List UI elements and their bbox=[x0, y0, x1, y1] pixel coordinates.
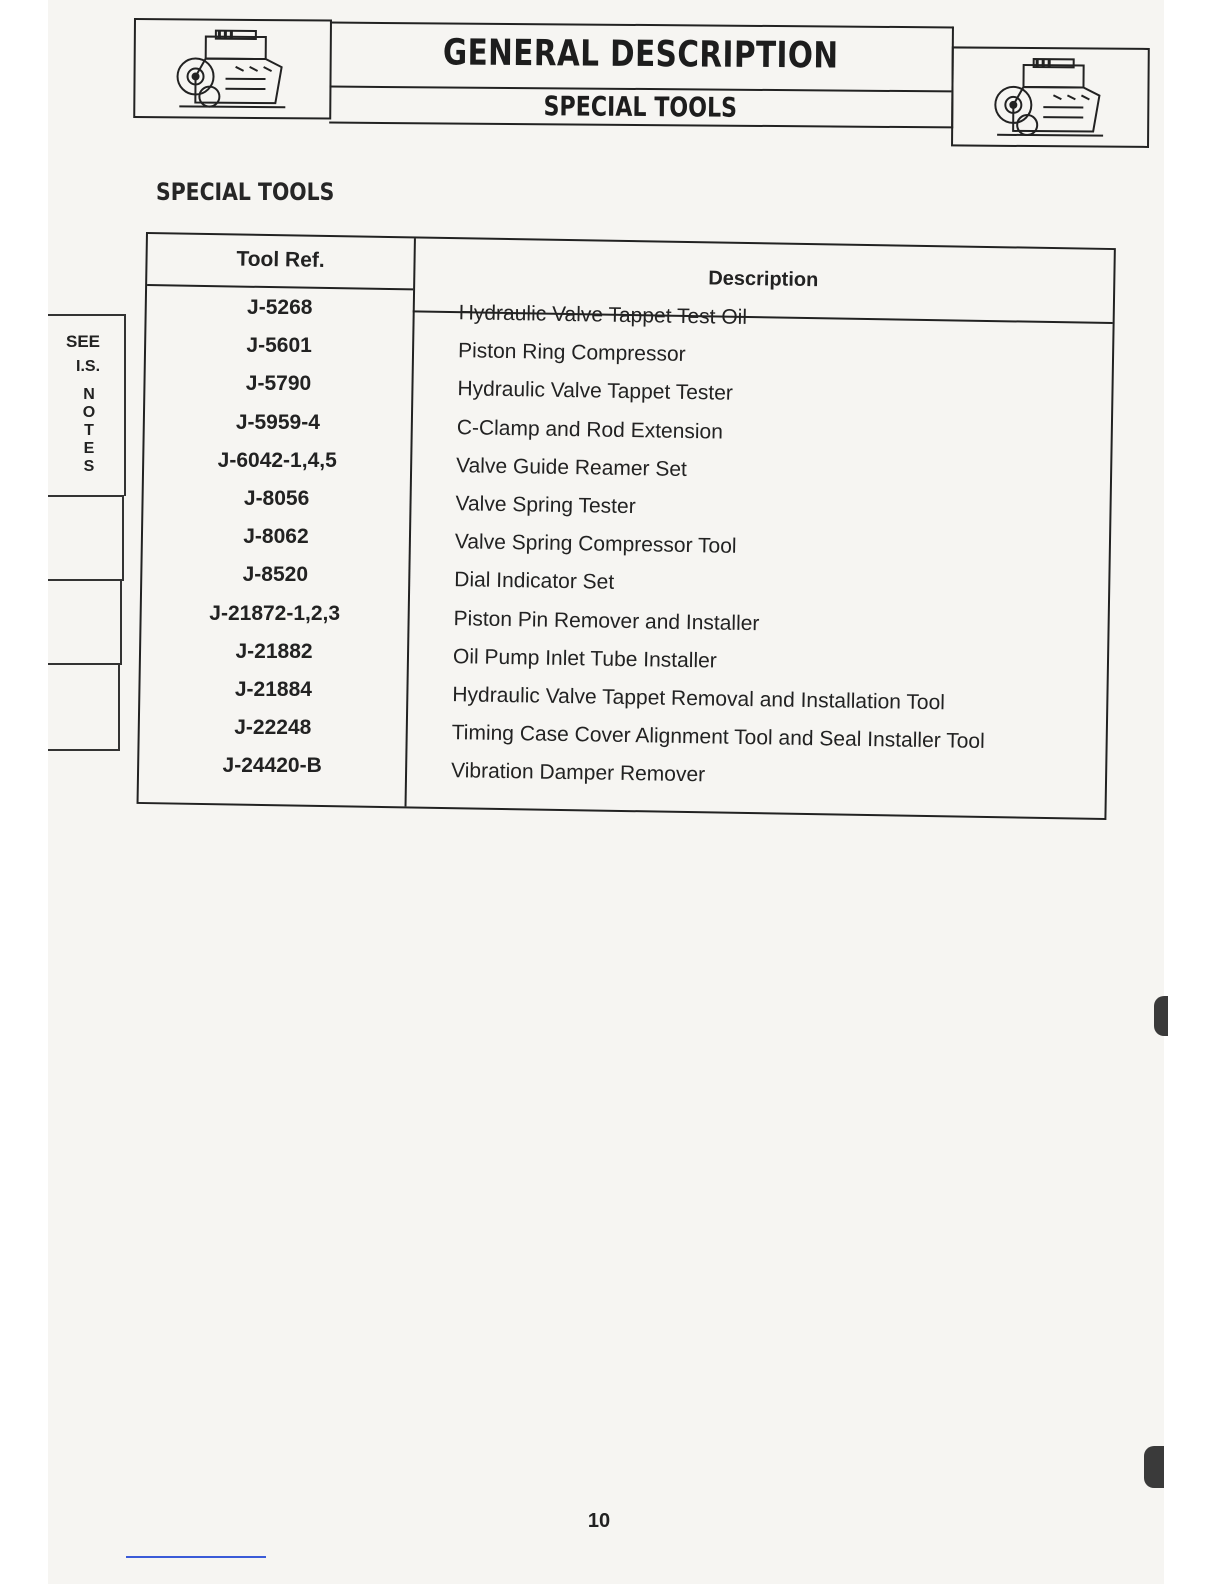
description-cell: Hydraulic Valve Tappet Test Oil bbox=[458, 301, 748, 329]
description-cell: Hydraulic Valve Tappet Tester bbox=[457, 377, 734, 406]
tool-ref-cell: J-24420-B bbox=[222, 754, 322, 778]
tool-ref-cell: J-6042-1,4,5 bbox=[217, 448, 337, 472]
description-cell: Hydraulic Valve Tappet Removal and Installation Tool bbox=[452, 683, 946, 715]
description-cell: Valve Spring Tester bbox=[455, 492, 636, 519]
table-frame bbox=[137, 232, 1116, 820]
notes-tab-segment bbox=[48, 579, 122, 665]
table-body bbox=[139, 294, 1113, 806]
tool-ref-cell: J-5790 bbox=[245, 372, 312, 396]
page-title: GENERAL DESCRIPTION bbox=[442, 32, 839, 77]
page-number: 10 bbox=[587, 1510, 611, 1532]
section-title: SPECIAL TOOLS bbox=[156, 178, 335, 206]
description-cell: Vibration Damper Remover bbox=[450, 759, 706, 787]
description-cell: Oil Pump Inlet Tube Installer bbox=[452, 644, 717, 673]
tool-ref-cell: J-5959-4 bbox=[235, 410, 320, 434]
column-header-description: Description bbox=[708, 267, 819, 292]
tool-ref-cell: J-21872-1,2,3 bbox=[209, 601, 341, 625]
see-is-notes-tab bbox=[48, 312, 128, 752]
tool-ref-cell: J-5601 bbox=[246, 334, 312, 358]
tool-ref-cell: J-21884 bbox=[234, 678, 312, 702]
header-rule bbox=[147, 284, 413, 290]
description-cell: Piston Ring Compressor bbox=[457, 339, 686, 367]
notes-label: NOTES bbox=[82, 386, 96, 475]
description-cell: C-Clamp and Rod Extension bbox=[456, 415, 724, 444]
special-tools-table bbox=[137, 232, 1112, 818]
binder-hole bbox=[1144, 1446, 1164, 1488]
page-header bbox=[133, 18, 1148, 148]
description-cell: Valve Guide Reamer Set bbox=[455, 453, 688, 481]
engine-icon bbox=[983, 55, 1114, 142]
description-cell: Piston Pin Remover and Installer bbox=[453, 606, 760, 635]
column-header-tool-ref: Tool Ref. bbox=[236, 247, 325, 272]
header-right-logo-box bbox=[951, 46, 1150, 148]
paper-margin bbox=[1164, 0, 1224, 1584]
see-label: SEE bbox=[66, 332, 101, 351]
tool-ref-cell: J-8062 bbox=[243, 525, 309, 549]
description-cell: Dial Indicator Set bbox=[454, 568, 615, 595]
header-title-box bbox=[329, 22, 954, 129]
tool-ref-cell: J-22248 bbox=[234, 716, 312, 740]
notes-tab-segment bbox=[48, 495, 124, 581]
notes-tab-segment bbox=[48, 314, 126, 496]
description-cell: Valve Spring Compressor Tool bbox=[454, 530, 737, 558]
tool-ref-cell: J-5268 bbox=[247, 296, 313, 320]
notes-tab-segment bbox=[48, 663, 120, 751]
header-left-logo-box bbox=[133, 18, 332, 120]
scan-artifact-line bbox=[126, 1556, 266, 1558]
is-label: I.S. bbox=[76, 358, 101, 375]
tool-ref-cell: J-8056 bbox=[243, 487, 310, 511]
description-cell: Timing Case Cover Alignment Tool and Seal Installer Tool bbox=[451, 721, 985, 754]
tool-ref-cell: J-8520 bbox=[242, 563, 309, 587]
page-subtitle: SPECIAL TOOLS bbox=[543, 91, 738, 124]
engine-icon bbox=[165, 26, 296, 113]
binder-hole bbox=[1154, 996, 1168, 1036]
tool-ref-cell: J-21882 bbox=[235, 639, 313, 663]
